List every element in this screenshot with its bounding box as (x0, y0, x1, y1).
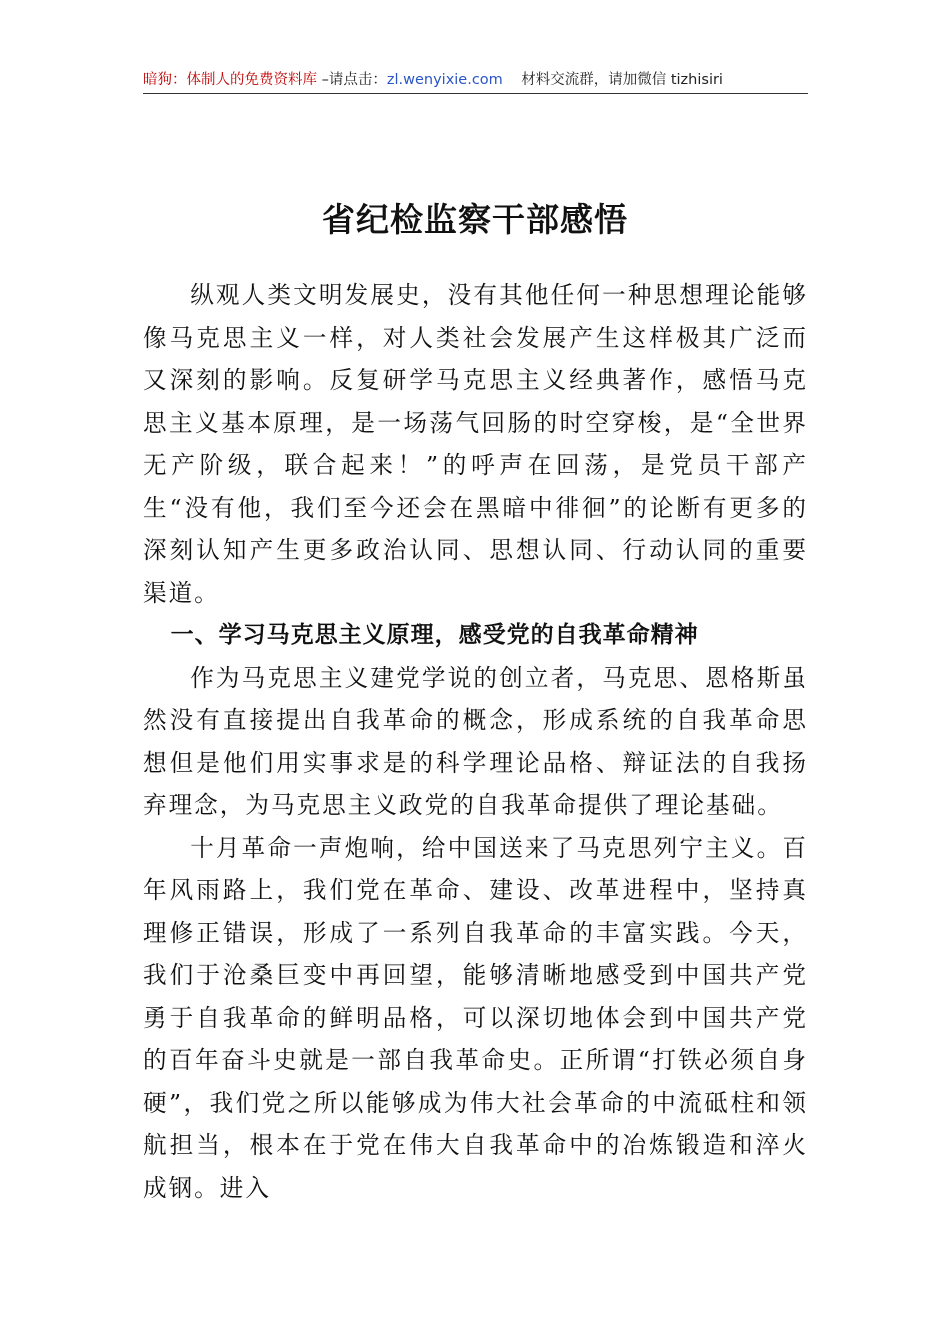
body-paragraph: 作为马克思主义建党学说的创立者，马克思、恩格斯虽然没有直接提出自我革命的概念，形成系统的自我革命思想但是他们用实事求是的科学理论品格、辩证法的自我扬弃理念，为马克思主义政党的自我革命提供了理论基础。 (143, 663, 808, 819)
document-body (143, 274, 808, 1209)
header-divider (143, 93, 808, 94)
section-heading: 一、学习马克思主义原理，感受党的自我革命精神 (170, 622, 699, 648)
page-header (143, 68, 808, 92)
header-link-prefix: –请点击： (317, 72, 387, 88)
body-paragraph: 十月革命一声炮响，给中国送来了马克思列宁主义。百年风雨路上，我们党在革命、建设、改革进程中，坚持真理修正错误，形成了一系列自我革命的丰富实践。今天，我们于沧桑巨变中再回望，能够清晰地感受到中国共产党勇于自我革命的鲜明品格，可以深切地体会到中国共产党的百年奋斗史就是一部自我革命史。正所谓“打铁必须自身硬”，我们党之所以能够成为伟大社会革命的中流砥柱和领航担当，根本在于党在伟大自我革命中的冶炼锻造和淬火成钢。进入 (143, 833, 808, 1202)
intro-paragraph: 纵观人类文明发展史，没有其他任何一种思想理论能够像马克思主义一样，对人类社会发展产生这样极其广泛而又深刻的影响。反复研学马克思主义经典著作，感悟马克思主义基本原理，是一场荡气回肠的时空穿梭，是“全世界无产阶级，联合起来！”的呼声在回荡，是党员干部产生“没有他，我们至今还会在黑暗中徘徊”的论断有更多的深刻认知产生更多政治认同、思想认同、行动认同的重要渠道。 (143, 281, 808, 607)
header-contact: 材料交流群，请加微信 tizhisiri (502, 72, 723, 88)
document-title: 省纪检监察干部感悟 (322, 200, 628, 240)
header-brand: 暗狗：体制人的免费资料库 (143, 72, 317, 88)
header-link[interactable]: zl.wenyixie.com (386, 72, 503, 88)
